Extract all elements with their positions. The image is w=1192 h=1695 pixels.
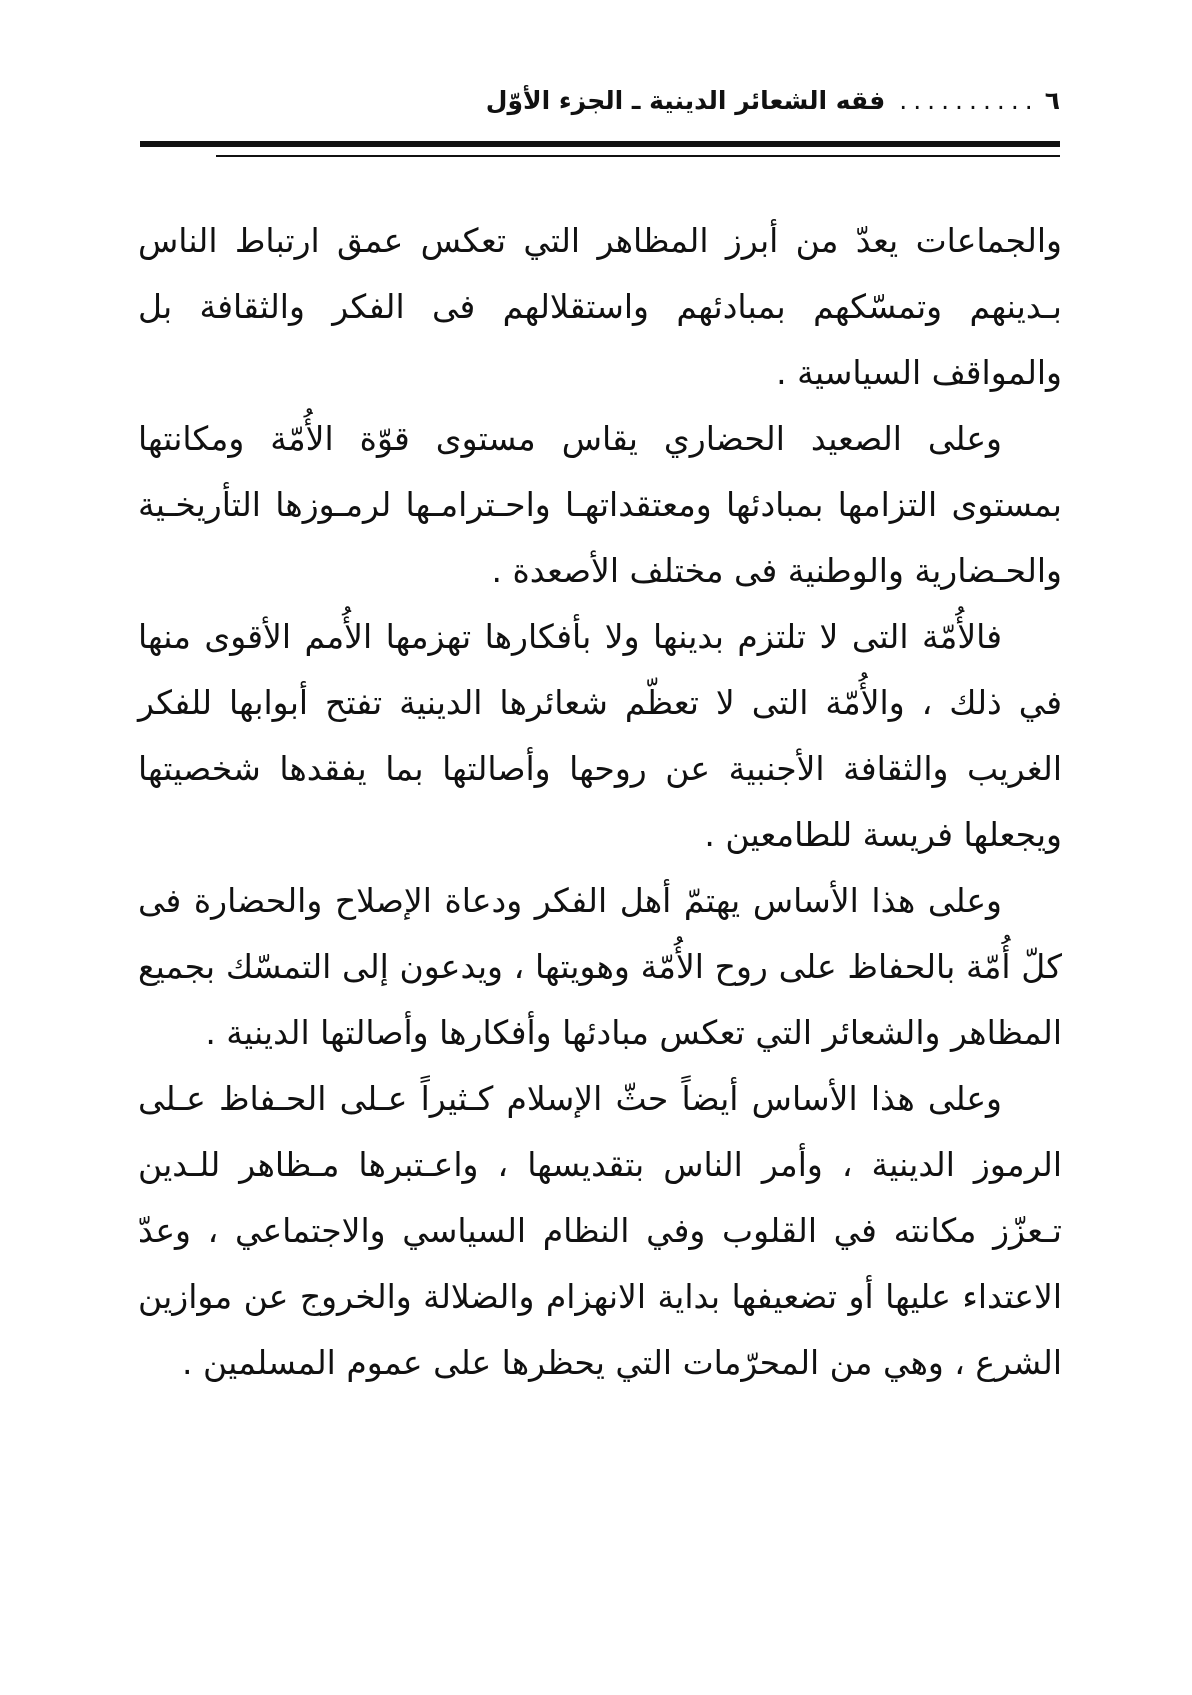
header-rule-thick	[140, 141, 1060, 147]
header-rule-thin	[216, 155, 1060, 157]
page-number: ٦	[1044, 85, 1060, 115]
running-title: فقه الشعائر الدينية ـ الجزء الأوّل	[485, 85, 886, 115]
header-leader-dots: ..........	[899, 85, 1039, 115]
paragraph-2: وعلى الصعيد الحضاري يقاس مستوى قوّة الأُمّة ومكانتها بمستوى التزامها بمبادئها ومعتقداتهـا واحـترامـها لرمـوزها التأريخـية والحـضارية والوطنية فى مختلف الأصعدة .	[138, 419, 1062, 590]
paragraph-3: فالأُمّة التى لا تلتزم بدينها ولا بأفكارها تهزمها الأُمم الأقوى منها في ذلك ، والأُمّة التى لا تعظّم شعائرها الدينية تفتح أبوابها للفكر الغريب والثقافة الأجنبية عن روحها وأصالتها بما يفقدها شخصيتها ويجعلها فريسة للطامعين .	[138, 617, 1062, 854]
paragraph-5: وعلى هذا الأساس أيضاً حثّ الإسلام كـثيراً عـلى الحـفاظ عـلى الرموز الدينية ، وأمر الناس بتقديسها ، واعـتبرها مـظاهر للـدين تـعزّز مكانته في القلوب وفي النظام السياسي والاجتماعي ، وعدّ الاعتداء عليها أو تضعيفها بداية الانهزام والضلالة والخروج عن موازين الشرع ، وهي من المحرّمات التي يحظرها على عموم المسلمين .	[138, 1079, 1062, 1382]
paragraph-4: وعلى هذا الأساس يهتمّ أهل الفكر ودعاة الإصلاح والحضارة فى كلّ أُمّة بالحفاظ على روح الأُمّة وهويتها ، ويدعون إلى التمسّك بجميع المظاهر والشعائر التي تعكس مبادئها وأفكارها وأصالتها الدينية .	[138, 881, 1062, 1052]
body-text	[138, 208, 1062, 1396]
paragraph-1: والجماعات يعدّ من أبرز المظاهر التي تعكس عمق ارتباط الناس بـدينهم وتمسّكهم بمبادئهم واستقلالهم فى الفكر والثقافة بل والمواقف السياسية .	[138, 221, 1062, 392]
page-header	[140, 72, 1060, 128]
